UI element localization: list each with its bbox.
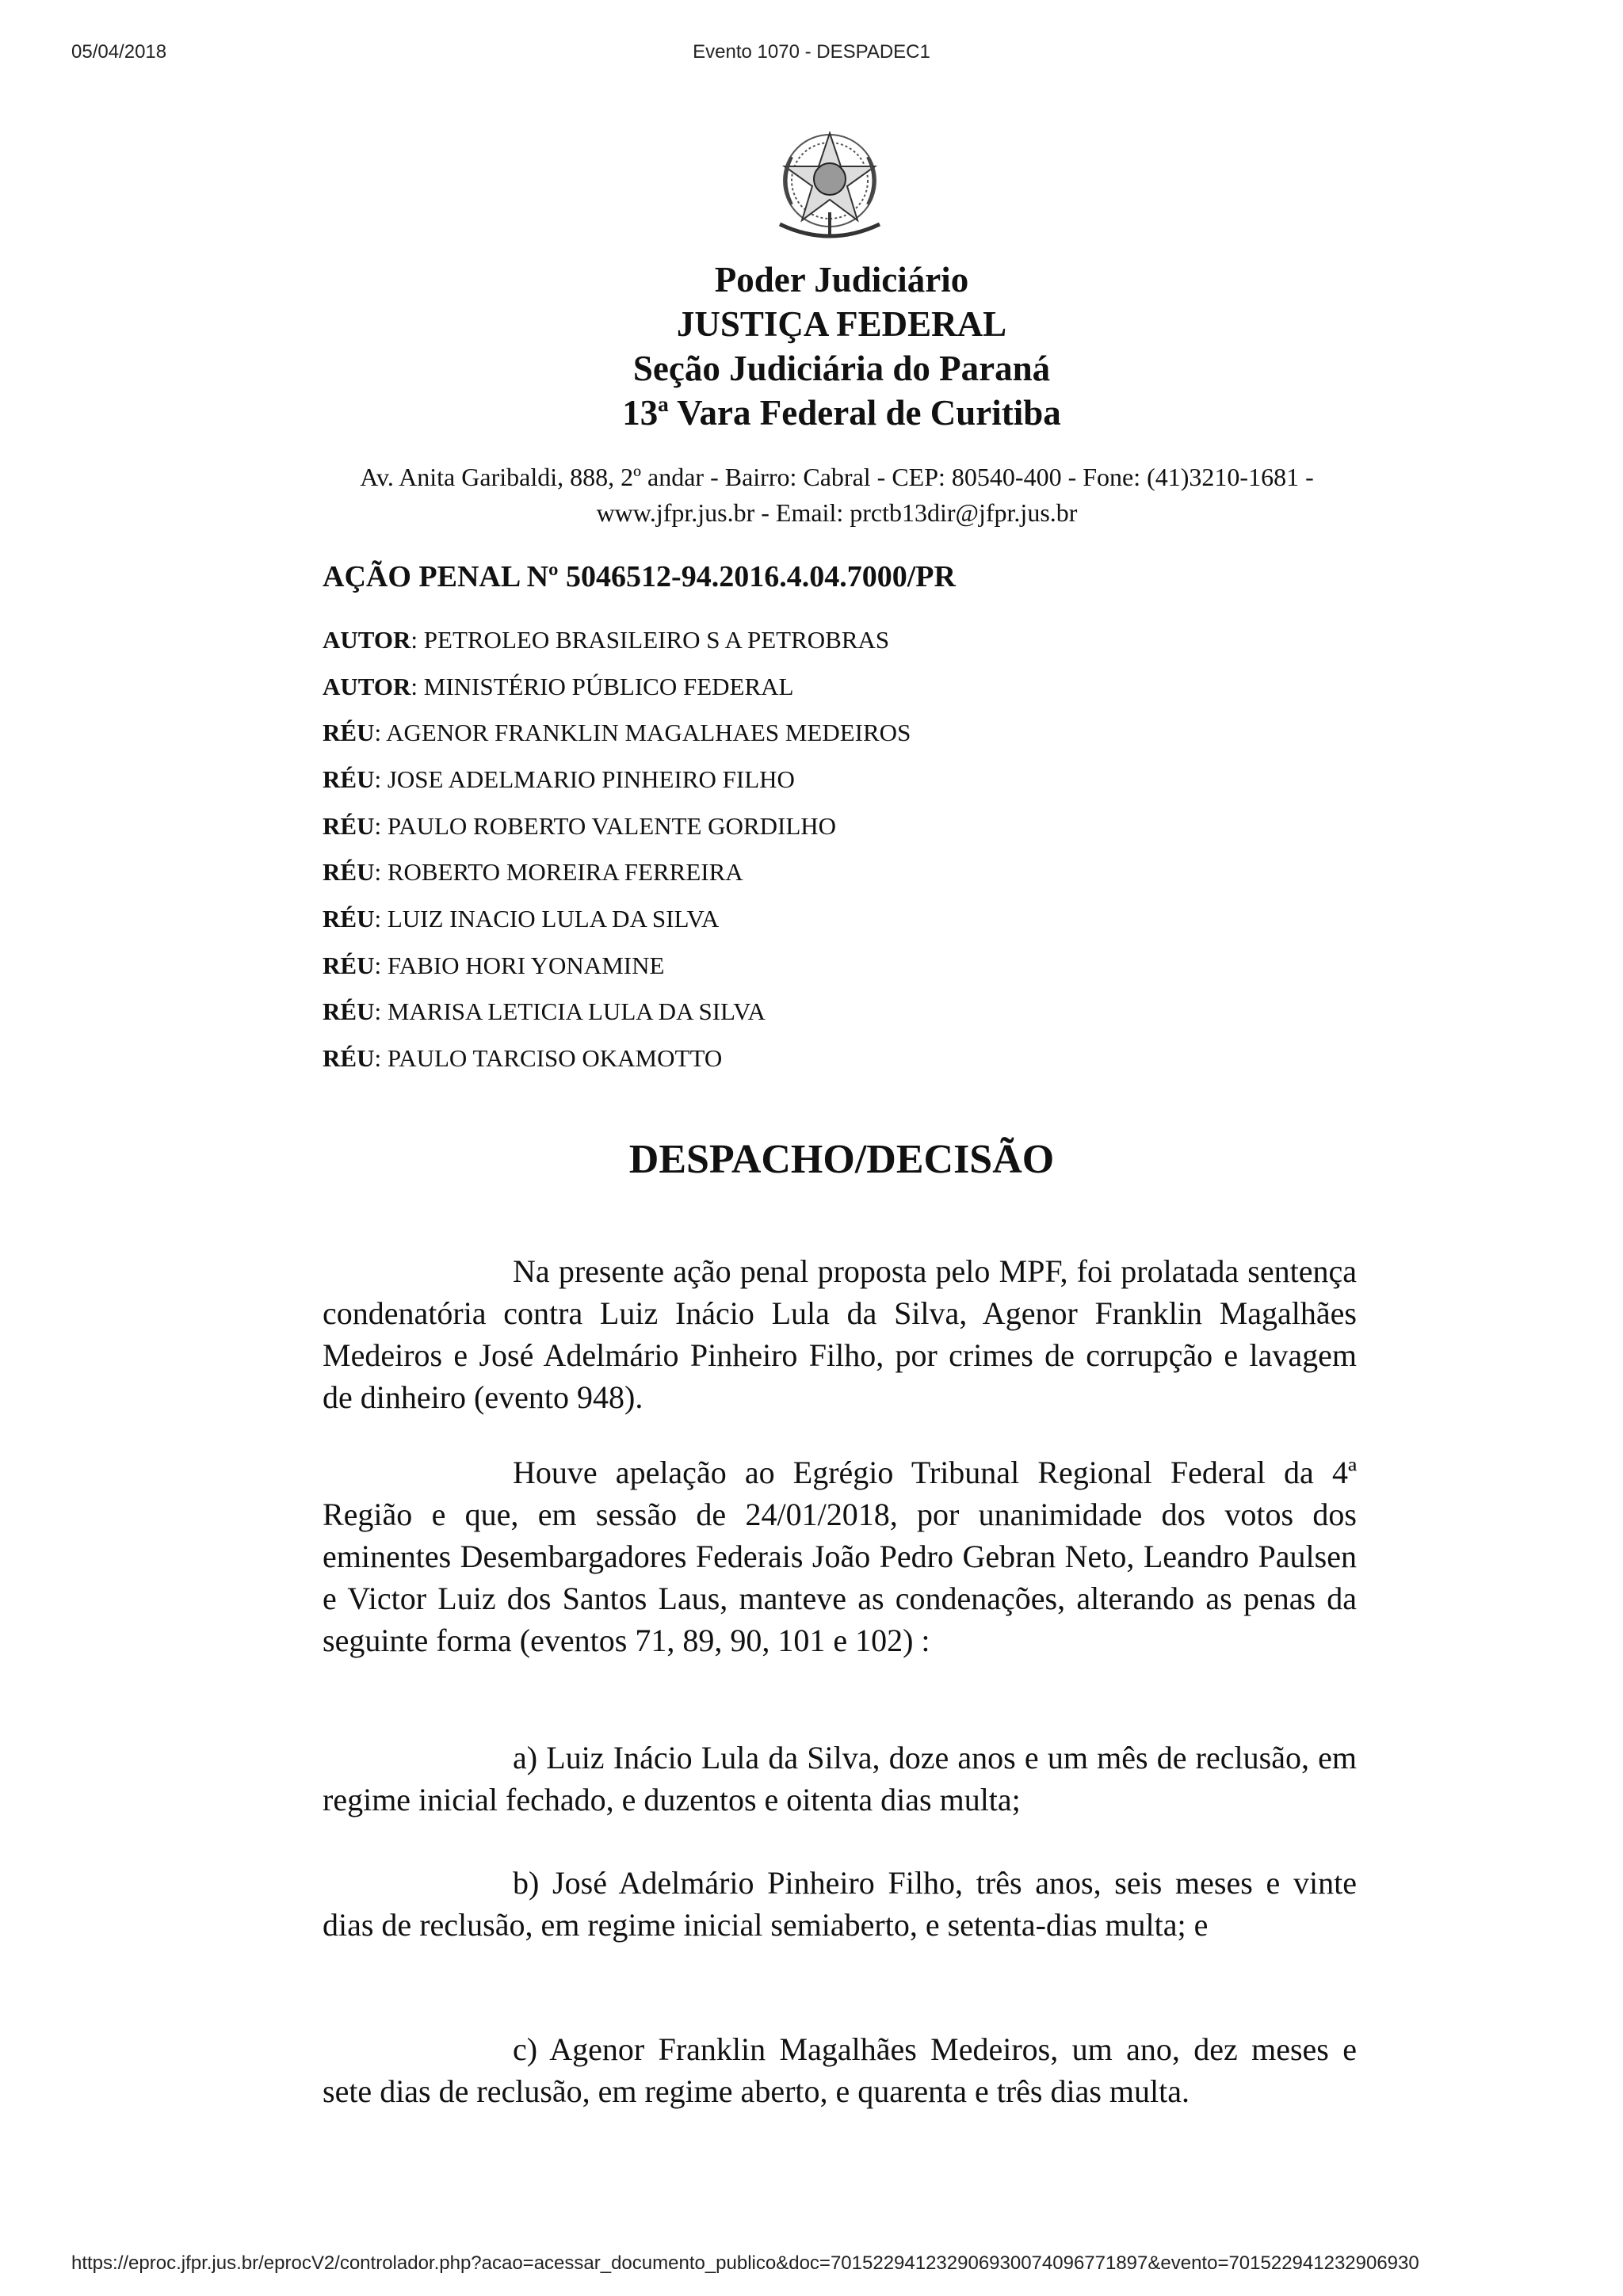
court-address [317, 460, 1357, 531]
paragraph-1: Na presente ação penal proposta pelo MPF, foi prolatada sentença condenatória contra Luiz Inácio Lula da Silva, Agenor Franklin Magalhães Medeiros e José Adelmário Pinheiro Filho, por crimes de corrupção e lavagem de dinheiro (evento 948). [323, 1253, 1357, 1415]
party-row [323, 997, 766, 1026]
document-title: DESPACHO/DECISÃO [628, 1137, 1055, 1182]
paragraph-2: Houve apelação ao Egrégio Tribunal Regional Federal da 4ª Região e que, em sessão de 24/01/2018, por unanimidade dos votos dos eminentes Desembargadores Federais João Pedro Gebran Neto, Leandro Paulsen e Victor Luiz dos Santos Laus, manteve as condenações, alterando as penas da seguinte forma (eventos 71, 89, 90, 101 e 102) : [323, 1455, 1357, 1658]
court-line-4: 13ª Vara Federal de Curitiba [622, 393, 1061, 433]
party-row [323, 1044, 722, 1073]
party-role: RÉU [323, 812, 375, 840]
party-name: : FABIO HORI YONAMINE [374, 952, 665, 979]
party-role: RÉU [323, 952, 375, 979]
party-row [323, 719, 911, 747]
party-name: : MINISTÉRIO PÚBLICO FEDERAL [411, 673, 794, 700]
party-role: AUTOR [323, 673, 411, 700]
paragraph-item-b: b) José Adelmário Pinheiro Filho, três anos, seis meses e vinte dias de reclusão, em regime inicial semiaberto, e setenta-dias multa; e [323, 1865, 1357, 1943]
print-date: 05/04/2018 [71, 41, 167, 63]
party-row [323, 905, 719, 933]
party-role: RÉU [323, 858, 375, 886]
party-role: RÉU [323, 997, 375, 1025]
party-row [323, 765, 795, 794]
party-role: RÉU [323, 1044, 375, 1072]
party-name: : PAULO TARCISO OKAMOTTO [374, 1044, 723, 1072]
address-line-1: Av. Anita Garibaldi, 888, 2º andar - Bairro: Cabral - CEP: 80540-400 - Fone: (41)3210-1681 - [360, 463, 1314, 491]
paragraph-item-a: a) Luiz Inácio Lula da Silva, doze anos e um mês de reclusão, em regime inicial fechado, e duzentos e oitenta dias multa; [323, 1740, 1357, 1817]
party-name: : AGENOR FRANKLIN MAGALHAES MEDEIROS [374, 719, 911, 746]
party-role: AUTOR [323, 626, 411, 654]
court-line-3: Seção Judiciária do Paraná [632, 349, 1051, 388]
party-name: : LUIZ INACIO LULA DA SILVA [374, 905, 720, 933]
coat-of-arms-seal [764, 117, 896, 249]
footer-url[interactable]: https://eproc.jfpr.jus.br/eprocV2/controlador.php?acao=acessar_documento_publico&doc=701522941232906930074096771897&evento=701522941232906930 [71, 2252, 1419, 2274]
print-title: Evento 1070 - DESPADEC1 [693, 41, 930, 63]
party-row [323, 858, 743, 887]
address-line-2: www.jfpr.jus.br - Email: prctb13dir@jfpr.jus.br [596, 498, 1078, 527]
party-row [323, 626, 889, 654]
court-line-2: JUSTIÇA FEDERAL [676, 304, 1007, 344]
party-row [323, 952, 664, 980]
case-number: AÇÃO PENAL Nº 5046512-94.2016.4.04.7000/PR [323, 560, 956, 593]
party-row [323, 812, 836, 841]
party-name: : MARISA LETICIA LULA DA SILVA [374, 997, 766, 1025]
party-role: RÉU [323, 765, 375, 793]
party-name: : PAULO ROBERTO VALENTE GORDILHO [374, 812, 837, 840]
party-name: : PETROLEO BRASILEIRO S A PETROBRAS [411, 626, 890, 654]
party-row [323, 673, 794, 701]
party-role: RÉU [323, 719, 375, 746]
party-name: : JOSE ADELMARIO PINHEIRO FILHO [374, 765, 795, 793]
party-name: : ROBERTO MOREIRA FERREIRA [374, 858, 743, 886]
court-line-1: Poder Judiciário [714, 260, 969, 299]
paragraph-item-c: c) Agenor Franklin Magalhães Medeiros, um ano, dez meses e sete dias de reclusão, em regime aberto, e quarenta e três dias multa. [323, 2031, 1357, 2109]
party-role: RÉU [323, 905, 375, 933]
court-header [0, 257, 1623, 435]
